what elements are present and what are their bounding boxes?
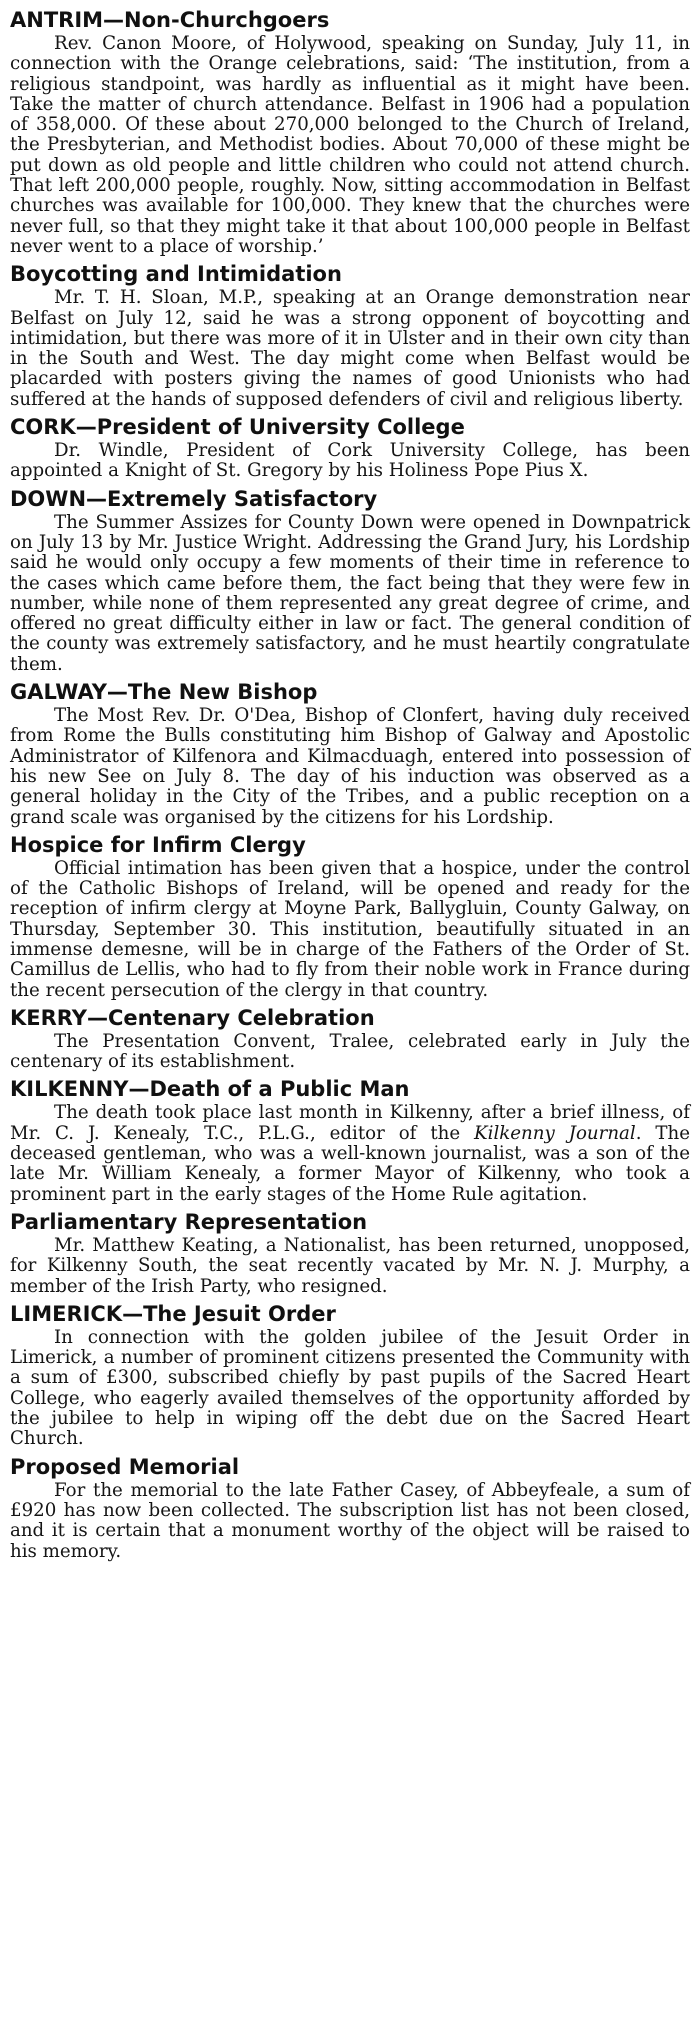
- article-kilkenny: [10, 1076, 690, 1204]
- article-heading: CORK—President of University College: [10, 415, 465, 440]
- article-hospice: [10, 832, 690, 1001]
- article-boycotting: [10, 261, 690, 410]
- article-body: [10, 1103, 690, 1204]
- article-body-text: . The deceased gentleman, who was a well-known journalist, was a son of the late Mr. William Kenealy, a former Mayor of Kilkenny, who took a prominent part in the early stages of the Home Rule agitation.: [10, 1122, 691, 1205]
- article-limerick: [10, 1301, 690, 1450]
- article-parliamentary: [10, 1209, 690, 1297]
- article-heading: KILKENNY—Death of a Public Man: [10, 1077, 410, 1102]
- newspaper-title: Kilkenny Journal: [474, 1122, 636, 1144]
- article-heading: Hospice for Infirm Clergy: [10, 832, 306, 857]
- article-kerry: [10, 1005, 690, 1073]
- article-heading: Boycotting and Intimidation: [10, 262, 342, 287]
- article-body: Mr. T. H. Sloan, M.P., speaking at an Orange demonstration near Belfast on July 12, said he was a strong opponent of boycotting and intimidation, but there was more of it in Ulster and in their own city than in the South and West. The day might come when Belfast would be placarded with posters giving the names of good Unionists who had suffered at the hands of supposed defenders of civil and religious liberty.: [10, 287, 690, 410]
- article-body-text: The death took place last month in Kilkenny, after a brief illness, of Mr. C. J. Kenealy, T.C., P.L.G., editor of the: [10, 1102, 690, 1144]
- article-down: [10, 486, 690, 675]
- article-heading: KERRY—Centenary Celebration: [10, 1005, 375, 1030]
- article-body: Rev. Canon Moore, of Holywood, speaking on Sunday, July 11, in connection with the Orange celebrations, said: ‘The institution, from a religious standpoint, was hardly as influential as it might have been. Take the matter of church attendance. Belfast in 1906 had a population of 358,000. Of these about 270,000 belonged to the Church of Ireland, the Presbyterian, and Methodist bodies. About 70,000 of these might be put down as old people and little children who could not attend church. That left 200,000 people, roughly. Now, sitting accommodation in Belfast churches was available for 100,000. They knew that the churches were never full, so that they might take it that about 100,000 people in Belfast never went to a place of worship.’: [10, 33, 690, 257]
- article-heading: ANTRIM—Non-Churchgoers: [10, 8, 330, 32]
- article-heading: GALWAY—The New Bishop: [10, 680, 318, 705]
- article-body: Dr. Windle, President of Cork University College, has been appointed a Knight of St. Gregory by his Holiness Pope Pius X.: [10, 440, 690, 482]
- article-body: The Summer Assizes for County Down were opened in Downpatrick on July 13 by Mr. Justice Wright. Addressing the Grand Jury, his Lordship said he would only occupy a few moments of their time in reference to the cases which came before them, the fact being that they were few in number, while none of them represented any great degree of crime, and offered no great difficulty either in law or fact. The general condition of the county was extremely satisfactory, and he must heartily congratulate them.: [10, 511, 690, 675]
- article-antrim: [10, 7, 690, 257]
- article-galway: [10, 679, 690, 828]
- article-memorial: [10, 1454, 690, 1562]
- article-body: Mr. Matthew Keating, a Nationalist, has been returned, unopposed, for Kilkenny South, the seat recently vacated by Mr. N. J. Murphy, a member of the Irish Party, who resigned.: [10, 1234, 690, 1297]
- article-body: In connection with the golden jubilee of the Jesuit Order in Limerick, a number of prominent citizens presented the Community with a sum of £300, subscribed chiefly by past pupils of the Sacred Heart College, who eagerly availed themselves of the opportunity afforded by the jubilee to help in wiping off the debt due on the Sacred Heart Church.: [10, 1326, 690, 1450]
- article-cork: [10, 414, 690, 482]
- article-heading: DOWN—Extremely Satisfactory: [10, 486, 378, 511]
- article-heading: Parliamentary Representation: [10, 1209, 368, 1234]
- article-heading: LIMERICK—The Jesuit Order: [10, 1301, 336, 1326]
- article-body: The Presentation Convent, Tralee, celebrated early in July the centenary of its establishment.: [10, 1030, 690, 1073]
- article-body: For the memorial to the late Father Casey, of Abbeyfeale, a sum of £920 has now been collected. The subscription list has not been closed, and it is certain that a monument worthy of the object will be raised to his memory.: [10, 1479, 690, 1562]
- article-body: Official intimation has been given that a hospice, under the control of the Catholic Bishops of Ireland, will be opened and ready for the reception of infirm clergy at Moyne Park, Ballygluin, County Galway, on Thursday, September 30. This institution, beautifully situated in an immense demesne, will be in charge of the Fathers of the Order of St. Camillus de Lellis, who had to fly from their noble work in France during the recent persecution of the clergy in that country.: [10, 857, 690, 1001]
- article-body: The Most Rev. Dr. O'Dea, Bishop of Clonfert, having duly received from Rome the Bulls constituting him Bishop of Galway and Apostolic Administrator of Kilfenora and Kilmacduagh, entered into possession of his new See on July 8. The day of his induction was observed as a general holiday in the City of the Tribes, and a public reception on a grand scale was organised by the citizens for his Lordship.: [10, 705, 690, 828]
- article-heading: Proposed Memorial: [10, 1454, 240, 1479]
